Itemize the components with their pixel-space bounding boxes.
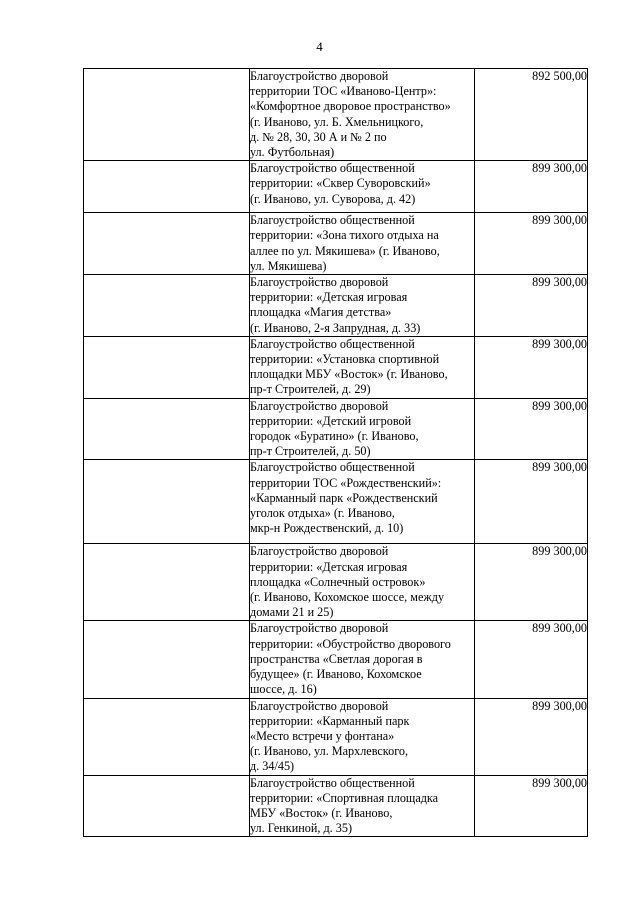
empty-cell [84,460,250,544]
table-row [84,213,588,275]
table-row [84,698,588,775]
empty-cell [84,161,250,213]
description-line: шоссе, д. 16) [250,682,317,697]
table-row [84,398,588,460]
table-row [84,336,588,398]
project-description [250,460,475,544]
description-line: пр-т Строителей, д. 29) [250,382,371,397]
description-line: территории: «Обустройство дворового [250,636,451,651]
amount-cell: 899 300,00 [475,336,588,398]
amount-cell: 899 300,00 [475,213,588,275]
project-description [250,775,475,837]
projects-table [83,68,588,837]
description-line: Благоустройство общественной [250,213,415,228]
amount-cell: 899 300,00 [475,621,588,698]
amount-cell: 899 300,00 [475,698,588,775]
description-line: (г. Иваново, ул. Б. Хмельницкого, [250,114,424,129]
amount-cell: 899 300,00 [475,275,588,337]
project-description [250,698,475,775]
description-line: территории: «Сквер Суворовский» [250,176,431,191]
description-line: площадка «Магия детства» [250,305,392,320]
description-line: ул. Генкиной, д. 35) [250,821,352,836]
description-line: территории: «Детская игровая [250,290,408,305]
description-line: территории: «Детский игровой [250,413,412,428]
description-line: МБУ «Восток» (г. Иваново, [250,805,393,820]
table-row [84,775,588,837]
empty-cell [84,275,250,337]
description-line: (г. Иваново, 2-я Запрудная, д. 33) [250,320,421,335]
description-line: аллее по ул. Мякишева» (г. Иваново, [250,243,440,258]
empty-cell [84,544,250,621]
description-line: (г. Иваново, ул. Суворова, д. 42) [250,191,416,206]
description-line: территории ТОС «Иваново-Центр»: [250,84,437,99]
empty-cell [84,398,250,460]
table-row [84,161,588,213]
description-line: Благоустройство дворовой [250,698,389,713]
empty-cell [84,621,250,698]
description-line: ул. Футбольная) [250,145,335,160]
project-description [250,336,475,398]
project-description [250,161,475,213]
description-line: территории: «Зона тихого отдыха на [250,228,439,243]
description-line: д. 34/45) [250,759,295,774]
description-line: пр-т Строителей, д. 50) [250,444,371,459]
description-line: территории: «Спортивная площадка [250,790,439,805]
table-row [84,275,588,337]
description-line: Благоустройство общественной [250,775,415,790]
description-line: Благоустройство дворовой [250,621,389,636]
description-line: территории: «Карманный парк [250,713,410,728]
empty-cell [84,213,250,275]
description-line: (г. Иваново, Кохомское шоссе, между [250,590,445,605]
empty-cell [84,775,250,837]
table-row [84,460,588,544]
project-description [250,69,475,161]
project-description [250,275,475,337]
description-line: городок «Буратино» (г. Иваново, [250,429,419,444]
description-line: «Карманный парк «Рождественский [250,490,438,505]
page-number: 4 [316,39,323,54]
table-row [84,621,588,698]
description-line: (г. Иваново, ул. Мархлевского, [250,744,409,759]
description-line: территории: «Детская игровая [250,559,408,574]
description-line: Благоустройство дворовой [250,544,389,559]
description-line: д. № 28, 30, 30 А и № 2 по [250,129,387,144]
amount-cell: 899 300,00 [475,398,588,460]
description-line: Благоустройство общественной [250,460,415,475]
project-description [250,621,475,698]
empty-cell [84,336,250,398]
description-line: Благоустройство дворовой [250,275,389,290]
project-description [250,213,475,275]
description-line: домами 21 и 25) [250,605,334,620]
amount-cell: 892 500,00 [475,69,588,161]
empty-cell [84,698,250,775]
description-line: мкр-н Рождественский, д. 10) [250,521,404,536]
amount-cell: 899 300,00 [475,161,588,213]
description-line: площадки МБУ «Восток» (г. Иваново, [250,367,448,382]
description-line: пространства «Светлая дорогая в [250,651,423,666]
amount-cell: 899 300,00 [475,460,588,544]
description-line: территории ТОС «Рождественский»: [250,475,442,490]
table-row [84,544,588,621]
table-row [84,69,588,161]
project-description [250,544,475,621]
description-line: будущее» (г. Иваново, Кохомское [250,667,422,682]
description-line: Благоустройство общественной [250,161,415,176]
description-line: территории: «Установка спортивной [250,352,440,367]
amount-cell: 899 300,00 [475,775,588,837]
empty-cell [84,69,250,161]
amount-cell: 899 300,00 [475,544,588,621]
description-line: уголок отдыха» (г. Иваново, [250,506,395,521]
description-line: Благоустройство общественной [250,336,415,351]
description-line: «Место встречи у фонтана» [250,728,395,743]
description-line: Благоустройство дворовой [250,398,389,413]
description-line: «Комфортное дворовое пространство» [250,99,451,114]
project-description [250,398,475,460]
description-line: площадка «Солнечный островок» [250,574,426,589]
description-line: ул. Мякишева) [250,258,327,273]
description-line: Благоустройство дворовой [250,69,389,83]
